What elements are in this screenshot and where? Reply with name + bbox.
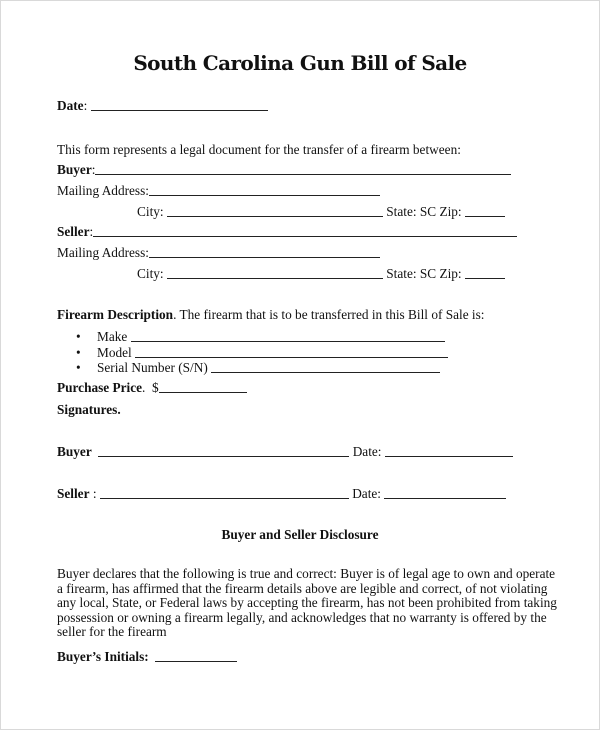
purchase-price-row bbox=[57, 380, 247, 396]
signatures-heading-text: Signatures. bbox=[57, 402, 121, 417]
seller-zip-field[interactable] bbox=[465, 266, 505, 279]
buyer-city-label: City: bbox=[137, 204, 164, 219]
purchase-price-field[interactable] bbox=[159, 380, 247, 393]
date-row: Date: bbox=[57, 98, 268, 114]
buyer-city-field[interactable] bbox=[167, 204, 383, 217]
make-label: Make bbox=[97, 329, 128, 344]
currency-symbol: $ bbox=[152, 380, 159, 395]
seller-colon: : bbox=[89, 486, 97, 501]
model-field[interactable] bbox=[135, 345, 448, 358]
intro-text: This form represents a legal document for the transfer of a firearm between: bbox=[57, 142, 461, 157]
seller-city-label: City: bbox=[137, 266, 164, 281]
bullet-icon: • bbox=[76, 360, 81, 375]
firearm-description-row bbox=[57, 307, 485, 323]
firearm-heading: Firearm Description bbox=[57, 307, 174, 322]
bullet-icon: • bbox=[76, 345, 81, 360]
serial-number-field[interactable] bbox=[211, 360, 440, 373]
buyer-mailing-row bbox=[57, 183, 380, 199]
buyer-row: Buyer: bbox=[57, 162, 511, 178]
purchase-price-period: . bbox=[142, 380, 146, 395]
seller-date-field[interactable] bbox=[384, 486, 506, 499]
seller-mailing-field[interactable] bbox=[149, 245, 380, 258]
make-field[interactable] bbox=[131, 329, 445, 342]
seller-mailing-label: Mailing Address: bbox=[57, 245, 149, 260]
firearm-text: . The firearm that is to be transferred in this Bill of Sale is: bbox=[173, 307, 485, 322]
document-title: South Carolina Gun Bill of Sale bbox=[133, 51, 467, 75]
firearm-item-make bbox=[57, 329, 445, 345]
buyer-city-row bbox=[137, 204, 505, 220]
serial-label: Serial Number (S/N) bbox=[97, 360, 208, 375]
seller-date-label: Date: bbox=[352, 486, 381, 501]
buyer-initials-label: Buyer’s Initials: bbox=[57, 649, 149, 664]
buyer-zip-label: Zip: bbox=[439, 204, 462, 219]
purchase-price-label: Purchase Price bbox=[57, 380, 143, 395]
date-label: Date bbox=[57, 98, 84, 113]
seller-signature-row bbox=[57, 486, 506, 502]
disclosure-heading-text: Buyer and Seller Disclosure bbox=[221, 527, 379, 542]
seller-signature-label: Seller bbox=[57, 486, 90, 501]
signatures-heading bbox=[57, 402, 121, 418]
seller-city-field[interactable] bbox=[167, 266, 383, 279]
disclosure-text: Buyer declares that the following is true and correct: Buyer is of legal age to own and operate a firearm, has affirmed that the firearm details above are legible and correct, of not violating any local, State, or Federal laws by accepting the firearm, has not been prohibited from taking possession or owning a firearm legally, and acknowledges that no warranty is offered by the seller for the firearm bbox=[57, 566, 557, 640]
buyer-name-field[interactable] bbox=[95, 162, 511, 175]
buyer-mailing-label: Mailing Address: bbox=[57, 183, 149, 198]
seller-zip-label: Zip: bbox=[439, 266, 462, 281]
bullet-icon: • bbox=[76, 329, 81, 344]
buyer-label: Buyer bbox=[57, 162, 92, 177]
buyer-signature-field[interactable] bbox=[98, 444, 349, 457]
firearm-item-model bbox=[57, 345, 448, 361]
buyer-state-label: State: SC bbox=[386, 204, 437, 219]
buyer-date-label: Date: bbox=[352, 444, 382, 459]
seller-mailing-row bbox=[57, 245, 380, 261]
model-label: Model bbox=[97, 345, 132, 360]
firearm-item-serial bbox=[57, 360, 440, 376]
buyer-zip-field[interactable] bbox=[465, 204, 505, 217]
seller-signature-field[interactable] bbox=[100, 486, 349, 499]
buyer-signature-row bbox=[57, 444, 513, 460]
buyer-signature-label: Buyer bbox=[57, 444, 92, 459]
buyer-mailing-field[interactable] bbox=[149, 183, 380, 196]
disclosure-heading bbox=[1, 527, 599, 543]
seller-name-field[interactable] bbox=[93, 224, 517, 237]
date-field[interactable] bbox=[91, 98, 268, 111]
buyer-initials-row bbox=[57, 649, 237, 665]
seller-row: Seller: bbox=[57, 224, 517, 240]
seller-city-row bbox=[137, 266, 505, 282]
buyer-initials-field[interactable] bbox=[155, 649, 237, 662]
seller-label: Seller bbox=[57, 224, 90, 239]
seller-state-label: State: SC bbox=[386, 266, 437, 281]
buyer-date-field[interactable] bbox=[385, 444, 513, 457]
